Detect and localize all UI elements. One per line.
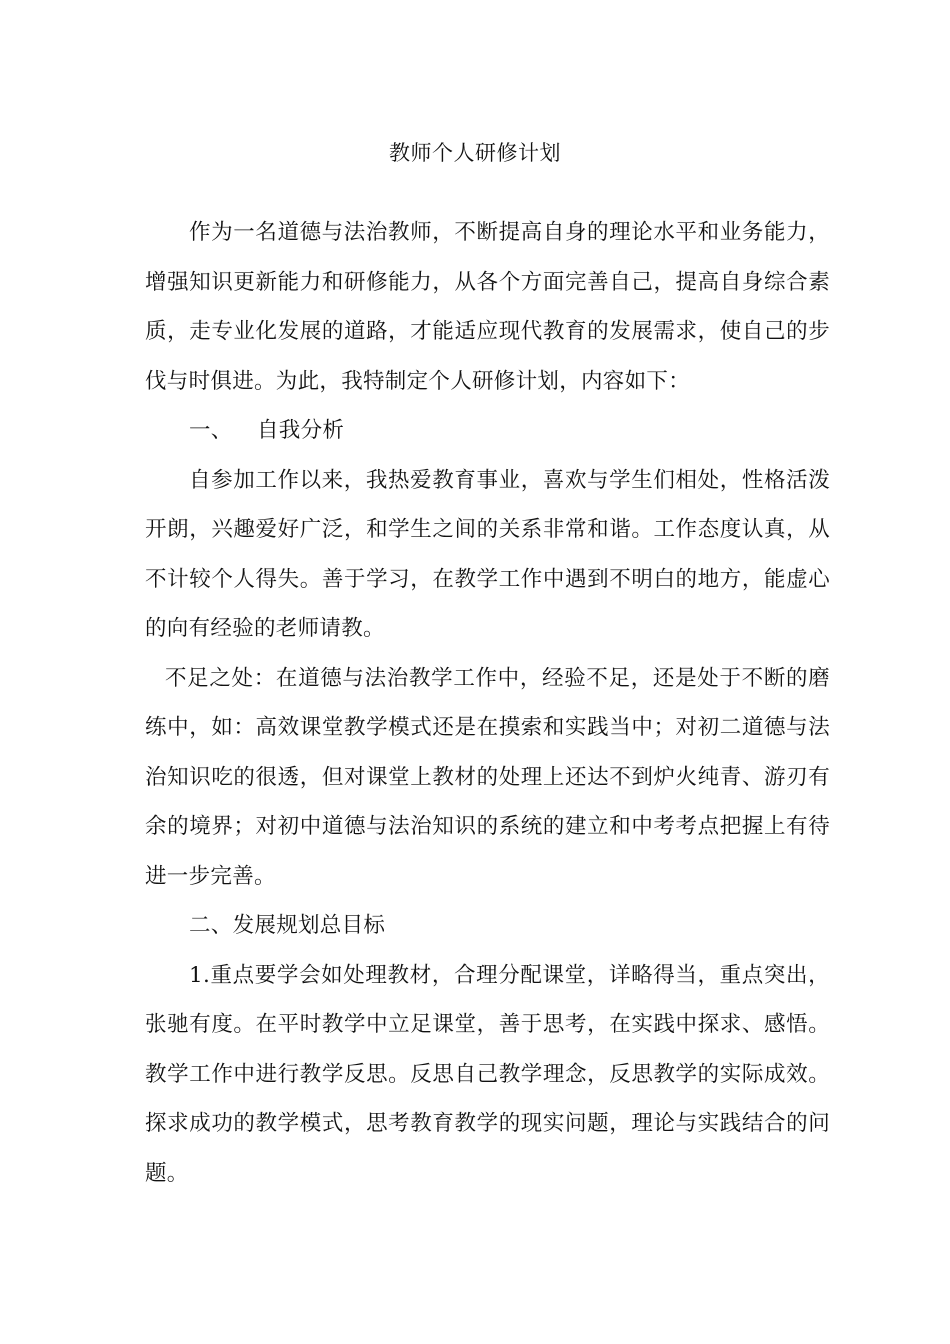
section-heading-self-analysis xyxy=(145,406,830,456)
document-body xyxy=(145,208,830,1198)
shortcomings-paragraph: 不足之处：在道德与法治教学工作中，经验不足，还是处于不断的磨练中，如：高效课堂教学模式还是在摸索和实践当中；对初二道德与法治知识吃的很透，但对课堂上教材的处理上还达不到炉火纯青、游刃有余的境界；对初中道德与法治知识的系统的建立和中考考点把握上有待进一步完善。 xyxy=(145,665,830,889)
self-analysis-paragraph: 自参加工作以来，我热爱教育事业，喜欢与学生们相处，性格活泼开朗，兴趣爱好广泛，和学生之间的关系非常和谐。工作态度认真，从不计较个人得失。善于学习，在教学工作中遇到不明白的地方，能虚心的向有经验的老师请教。 xyxy=(145,467,830,641)
intro-paragraph: 作为一名道德与法治教师，不断提高自身的理论水平和业务能力，增强知识更新能力和研修能力，从各个方面完善自己，提高自身综合素质，走专业化发展的道路，才能适应现代教育的发展需求，使自己的步伐与时俱进。为此，我特制定个人研修计划，内容如下： xyxy=(145,220,830,394)
section-heading-text: 自我分析 xyxy=(257,418,345,443)
goal-item-1-paragraph: 1.重点要学会如处理教材，合理分配课堂，详略得当，重点突出，张驰有度。在平时教学中立足课堂，善于思考，在实践中探求、感悟。教学工作中进行教学反思。反思自己教学理念，反思教学的实际成效。探求成功的教学模式，思考教育教学的现实问题，理论与实践结合的问题。 xyxy=(145,962,830,1186)
document-title: 教师个人研修计划 xyxy=(389,141,561,165)
section-heading-number: 一、 xyxy=(189,418,233,443)
section-heading-goals: 二、发展规划总目标 xyxy=(189,913,386,938)
